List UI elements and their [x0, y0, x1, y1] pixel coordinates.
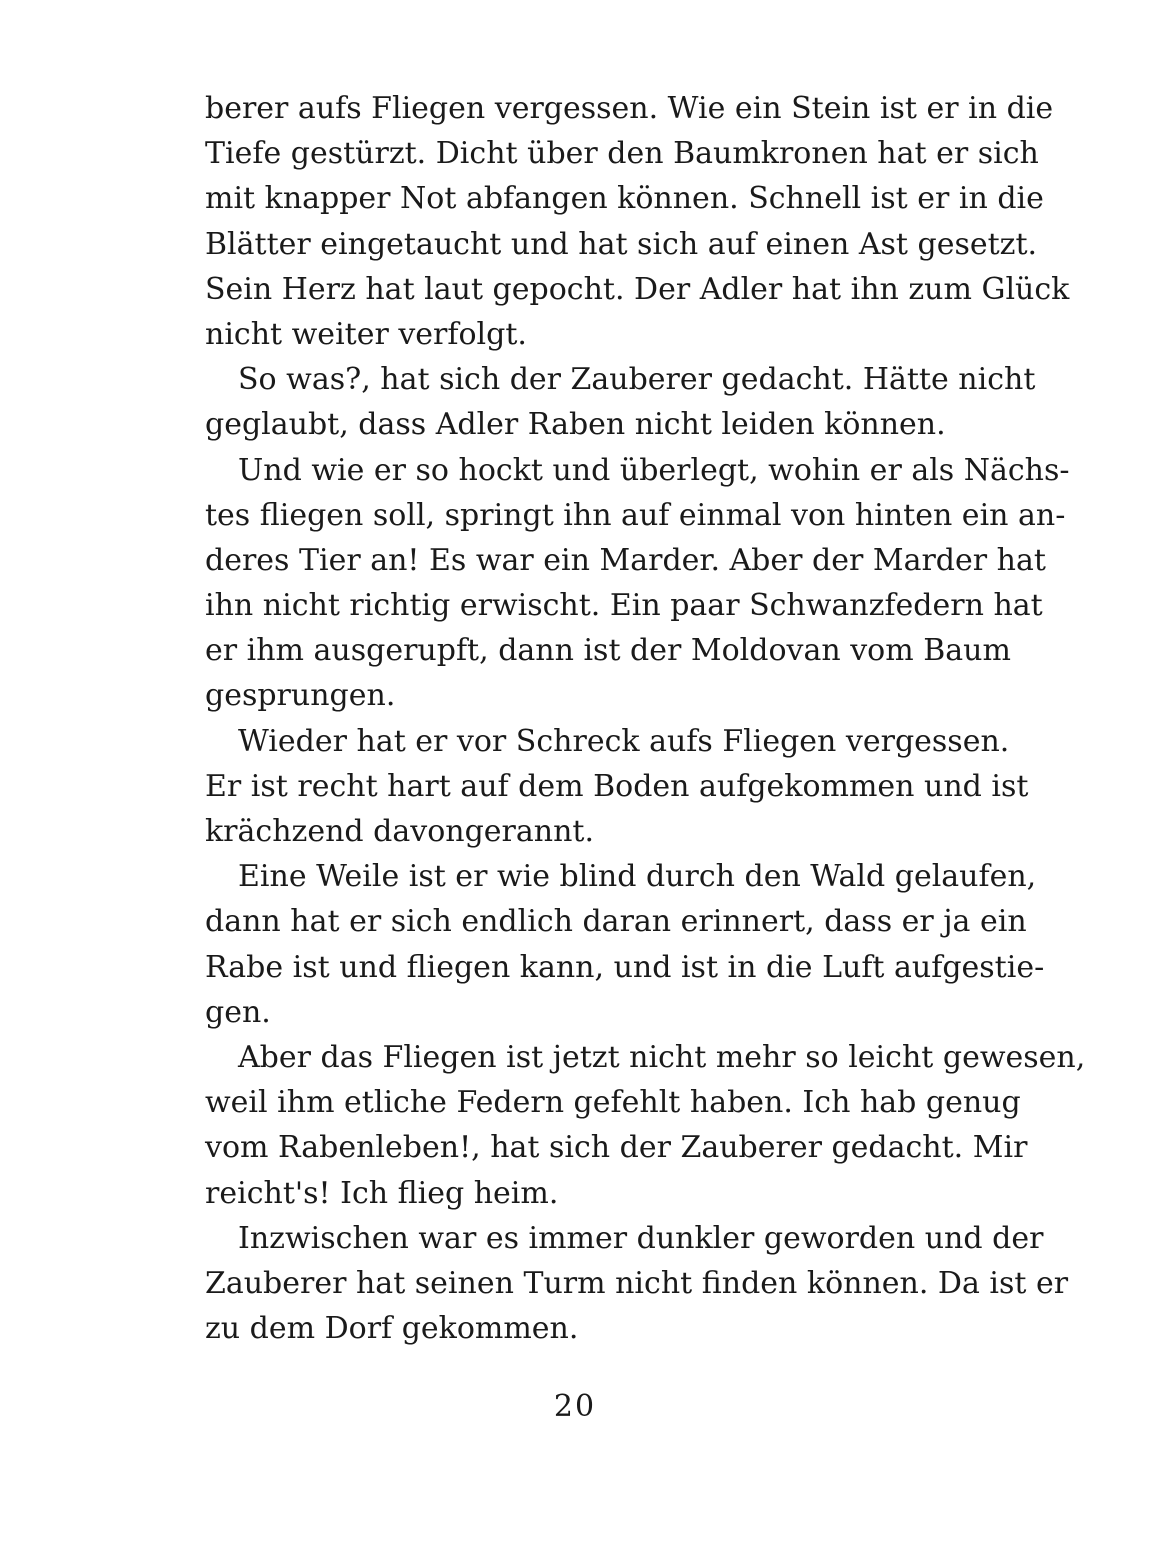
- text-line: gesprungen.: [205, 678, 396, 714]
- text-line: Blätter eingetaucht und hat sich auf einen Ast gesetzt.: [205, 226, 1038, 262]
- body-text: [205, 86, 1086, 1351]
- text-line: So was?, hat sich der Zauberer gedacht. Hätte nicht: [238, 362, 1036, 398]
- paragraph: [205, 719, 1029, 855]
- text-line: vom Rabenleben!, hat sich der Zauberer gedacht. Mir: [205, 1130, 1028, 1166]
- text-line: nicht weiter verfolgt.: [205, 316, 527, 352]
- text-line: ihn nicht richtig erwischt. Ein paar Schwanzfedern hat: [205, 588, 1043, 624]
- text-line: Eine Weile ist er wie blind durch den Wald gelaufen,: [238, 859, 1037, 895]
- text-line: krächzend davongerannt.: [205, 814, 594, 849]
- text-line: berer aufs Fliegen vergessen. Wie ein Stein ist er in die: [205, 91, 1054, 126]
- text-line: Zauberer hat seinen Turm nicht finden können. Da ist er: [205, 1265, 1069, 1301]
- text-line: mit knapper Not abfangen können. Schnell ist er in die: [205, 181, 1044, 217]
- text-line: zu dem Dorf gekommen.: [205, 1311, 579, 1347]
- text-line: Aber das Fliegen ist jetzt nicht mehr so leicht gewesen,: [238, 1039, 1086, 1075]
- paragraph: [205, 357, 1036, 447]
- paragraph: [205, 1035, 1086, 1216]
- text-line: reicht's! Ich flieg heim.: [205, 1175, 559, 1211]
- page-number: 20: [553, 1389, 597, 1424]
- text-line: Tiefe gestürzt. Dicht über den Baumkronen hat er sich: [205, 136, 1039, 172]
- text-line: er ihm ausgerupft, dann ist der Moldovan vom Baum: [205, 633, 1011, 669]
- text-line: Und wie er so hockt und überlegt, wohin er als Nächs-: [238, 452, 1070, 488]
- text-line: Wieder hat er vor Schreck aufs Fliegen vergessen.: [238, 723, 1010, 759]
- paragraph: [205, 1216, 1069, 1352]
- text-line: weil ihm etliche Federn gefehlt haben. Ich hab genug: [205, 1085, 1021, 1121]
- text-line: gen.: [205, 994, 271, 1030]
- text-line: dann hat er sich endlich daran erinnert, dass er ja ein: [205, 904, 1027, 940]
- text-line: tes fliegen soll, springt ihn auf einmal von hinten ein an-: [205, 497, 1066, 533]
- paragraph: [205, 86, 1070, 357]
- paragraph: [205, 854, 1045, 1035]
- text-line: Inzwischen war es immer dunkler geworden und der: [238, 1220, 1044, 1256]
- text-line: geglaubt, dass Adler Raben nicht leiden können.: [205, 407, 946, 443]
- text-line: Er ist recht hart auf dem Boden aufgekommen und ist: [205, 768, 1029, 804]
- paragraph: [205, 448, 1070, 719]
- text-line: Rabe ist und fliegen kann, und ist in die Luft aufgestie-: [205, 949, 1045, 985]
- text-line: deres Tier an! Es war ein Marder. Aber der Marder hat: [205, 542, 1046, 578]
- text-line: Sein Herz hat laut gepocht. Der Adler hat ihn zum Glück: [205, 271, 1070, 307]
